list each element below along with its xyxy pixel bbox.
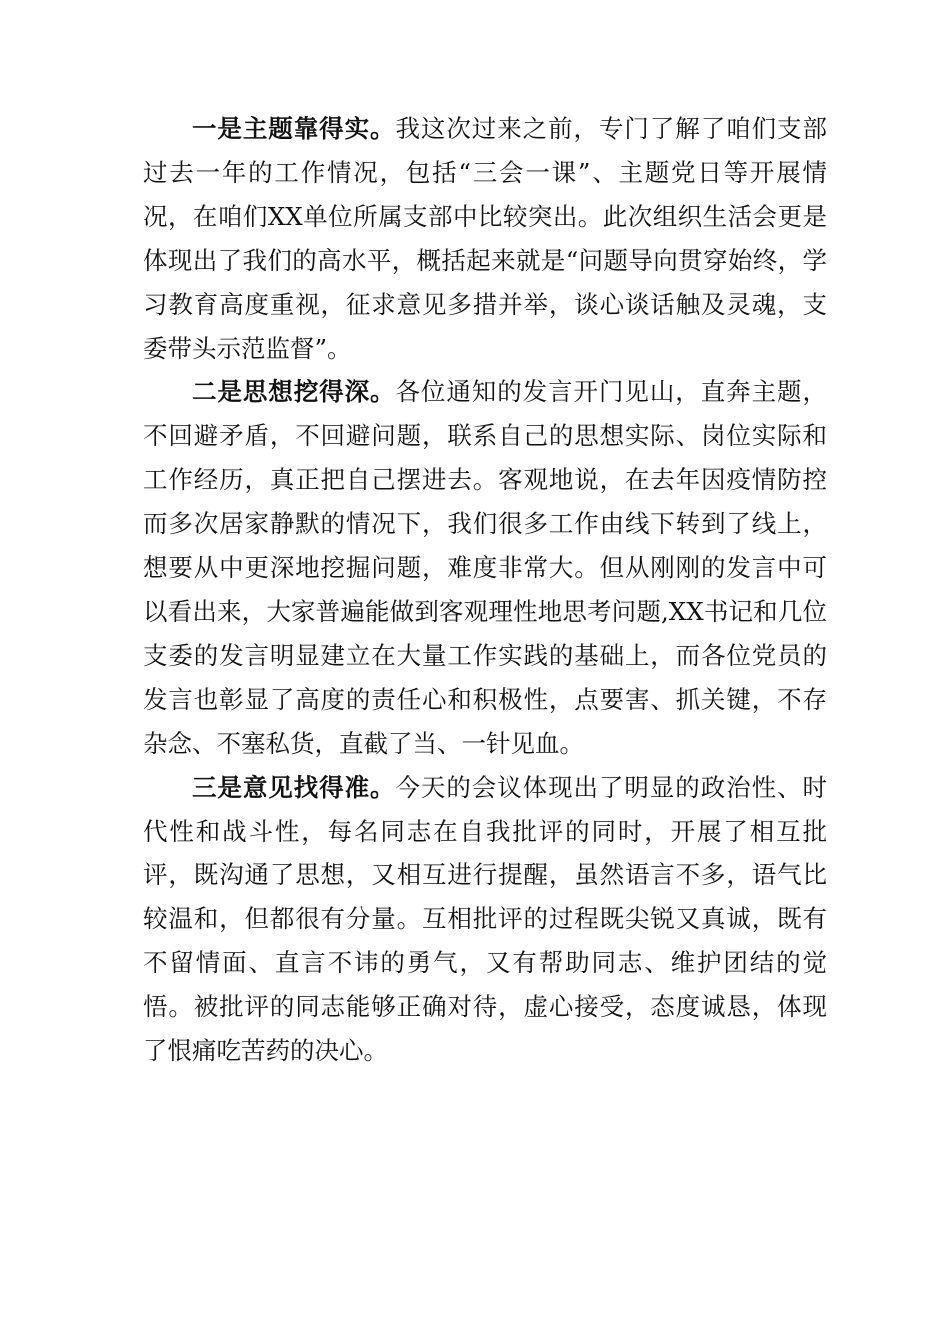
paragraph-lead: 一是主题靠得实。 — [192, 114, 396, 143]
paragraph-lead: 二是思想挖得深。 — [192, 377, 396, 407]
document-page — [143, 107, 827, 1073]
paragraph-lead: 三是意见找得准。 — [192, 772, 396, 802]
paragraph-1 — [143, 107, 827, 370]
paragraph-2 — [143, 370, 827, 765]
paragraph-3 — [143, 766, 827, 1073]
paragraph-body: 今天的会议体现出了明显的政治性、时代性和战斗性，每名同志在自我批评的同时，开展了相互批评，既沟通了思想，又相互进行提醒，虽然语言不多，语气比较温和，但都很有分量。互相批评的过程既尖锐又真诚，既有不留情面、直言不讳的勇气，又有帮助同志、维护团结的觉悟。被批评的同志能够正确对待，虚心接受，态度诚恳，体现了恨痛吃苦药的决心。 — [143, 772, 827, 1066]
paragraph-body: 各位通知的发言开门见山，直奔主题，不回避矛盾，不回避问题，联系自己的思想实际、岗位实际和工作经历，真正把自己摆进去。客观地说，在去年因疫情防控而多次居家静默的情况下，我们很多工作由线下转到了线上，想要从中更深地挖掘问题，难度非常大。但从刚刚的发言中可以看出来，大家普遍能做到客观理性地思考问题,XX书记和几位支委的发言明显建立在大量工作实践的基础上，而各位党员的发言也彰显了高度的责任心和积极性，点要害、抓关键，不存杂念、不塞私货，直截了当、一针见血。 — [143, 377, 827, 758]
paragraph-body: 我这次过来之前，专门了解了咱们支部过去一年的工作情况，包括“三会一课”、主题党日等开展情况，在咱们XX单位所属支部中比较突出。此次组织生活会更是体现出了我们的高水平，概括起来就是“问题导向贯穿始终，学习教育高度重视，征求意见多措并举，谈心谈话触及灵魂，支委带头示范监督”。 — [143, 114, 827, 363]
